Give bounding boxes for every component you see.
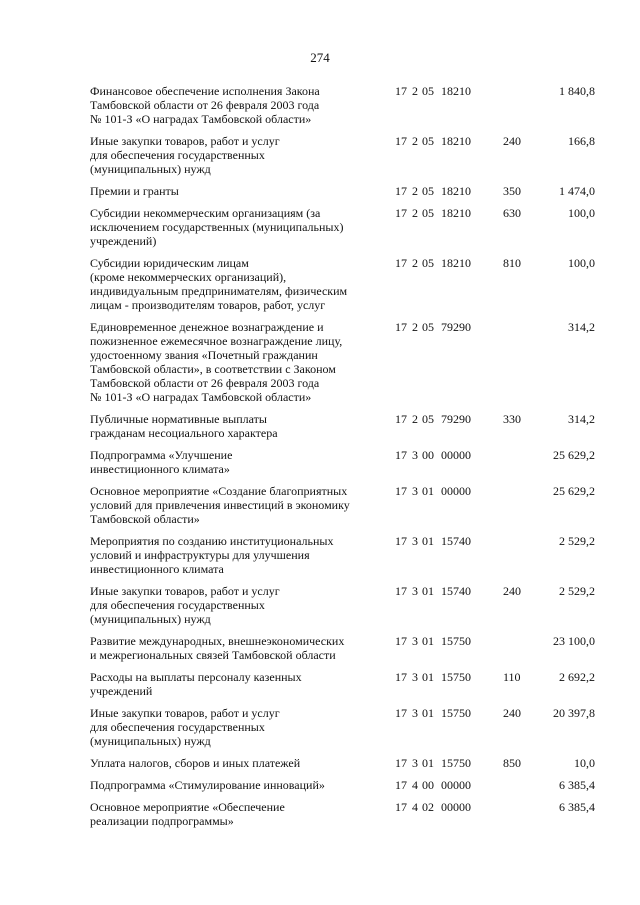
expense-type-code: [503, 534, 541, 584]
expense-name: [90, 756, 395, 778]
code-direction: 15750: [441, 634, 471, 648]
amount: 1 474,0: [559, 184, 595, 198]
expense-name-line: Иные закупки товаров, работ и услуг: [90, 706, 280, 720]
budget-code: [395, 412, 503, 448]
code-direction: 00000: [441, 778, 471, 792]
amount: 100,0: [568, 206, 595, 220]
expense-name-line: Мероприятия по созданию институциональных: [90, 534, 334, 548]
expense-name: [90, 184, 395, 206]
expense-name: [90, 320, 395, 412]
expense-name-line: (муниципальных) нужд: [90, 734, 211, 748]
expense-name-line: Расходы на выплаты персоналу казенных: [90, 670, 302, 684]
budget-code: [395, 84, 503, 134]
expense-name-line: (муниципальных) нужд: [90, 162, 211, 176]
expense-name: [90, 800, 395, 836]
expense-name-line: № 101-З «О наградах Тамбовской области»: [90, 112, 312, 126]
expense-name-line: условий и инфраструктуры для улучшения: [90, 548, 310, 562]
budget-code: [395, 800, 503, 836]
expense-name-line: Единовременное денежное вознаграждение и: [90, 320, 324, 334]
budget-code: [395, 256, 503, 320]
expense-name: [90, 256, 395, 320]
expense-name-line: для обеспечения государственных: [90, 598, 265, 612]
expense-type-code: [503, 800, 541, 836]
table-row: [90, 484, 595, 534]
code-direction: 18210: [441, 134, 471, 148]
budget-code: [395, 534, 503, 584]
code-main-activity: 05: [422, 206, 434, 220]
expense-name: [90, 778, 395, 800]
expense-name-line: реализации подпрограммы»: [90, 814, 234, 828]
amount: 2 529,2: [559, 534, 595, 548]
expense-name-line: Иные закупки товаров, работ и услуг: [90, 134, 280, 148]
expense-name-line: удостоенному звания «Почетный гражданин: [90, 348, 318, 362]
code-main-activity: 05: [422, 256, 434, 270]
budget-code: [395, 584, 503, 634]
expense-name-line: (кроме некоммерческих организаций),: [90, 270, 287, 284]
budget-code: [395, 706, 503, 756]
expense-name-line: учреждений): [90, 234, 157, 248]
expense-name-line: Основное мероприятие «Обеспечение: [90, 800, 285, 814]
code-subprogram: 3: [412, 584, 418, 598]
amount: 314,2: [568, 320, 595, 334]
table-row: [90, 534, 595, 584]
table-row: [90, 320, 595, 412]
expense-name-line: лицам - производителям товаров, работ, услуг: [90, 298, 326, 312]
code-program: 17: [395, 800, 407, 814]
table-row: [90, 706, 595, 756]
expense-name-line: и межрегиональных связей Тамбовской области: [90, 648, 336, 662]
expense-name-line: Субсидии юридическим лицам: [90, 256, 249, 270]
code-subprogram: 3: [412, 634, 418, 648]
amount: 25 629,2: [553, 448, 595, 462]
table-row: [90, 584, 595, 634]
code-main-activity: 01: [422, 584, 434, 598]
expense-name: [90, 484, 395, 534]
amount: 6 385,4: [559, 778, 595, 792]
amount: 100,0: [568, 256, 595, 270]
expense-name-line: Уплата налогов, сборов и иных платежей: [90, 756, 301, 770]
expense-type-code: [503, 84, 541, 134]
code-subprogram: 4: [412, 800, 418, 814]
budget-code: [395, 184, 503, 206]
expense-name-line: Публичные нормативные выплаты: [90, 412, 267, 426]
amount: 1 840,8: [559, 84, 595, 98]
code-program: 17: [395, 778, 407, 792]
amount: 166,8: [568, 134, 595, 148]
code-program: 17: [395, 756, 407, 770]
budget-code: [395, 206, 503, 256]
expense-name-line: (муниципальных) нужд: [90, 612, 211, 626]
amount: 23 100,0: [553, 634, 595, 648]
expense-name-line: индивидуальным предпринимателям, физическим: [90, 284, 348, 298]
budget-code: [395, 448, 503, 484]
code-direction: 15750: [441, 706, 471, 720]
expense-type-code: 350: [503, 184, 521, 198]
expense-name-line: гражданам несоциального характера: [90, 426, 278, 440]
expense-type-code: 630: [503, 206, 521, 220]
code-program: 17: [395, 206, 407, 220]
code-direction: 00000: [441, 484, 471, 498]
code-direction: 18210: [441, 206, 471, 220]
code-main-activity: 05: [422, 412, 434, 426]
amount: 2 529,2: [559, 584, 595, 598]
code-main-activity: 01: [422, 634, 434, 648]
amount: 10,0: [574, 756, 595, 770]
code-main-activity: 05: [422, 184, 434, 198]
code-program: 17: [395, 670, 407, 684]
budget-code: [395, 634, 503, 670]
expense-name-line: Тамбовской области от 26 февраля 2003 года: [90, 376, 320, 390]
expense-type-code: [503, 484, 541, 534]
code-main-activity: 05: [422, 320, 434, 334]
code-subprogram: 2: [412, 184, 418, 198]
code-direction: 15740: [441, 534, 471, 548]
code-direction: 15740: [441, 584, 471, 598]
code-main-activity: 01: [422, 756, 434, 770]
expense-name: [90, 412, 395, 448]
expense-name-line: Премии и гранты: [90, 184, 179, 198]
budget-table: [90, 84, 595, 836]
code-direction: 00000: [441, 800, 471, 814]
table-row: [90, 670, 595, 706]
code-subprogram: 4: [412, 778, 418, 792]
amount: 25 629,2: [553, 484, 595, 498]
expense-name: [90, 706, 395, 756]
code-program: 17: [395, 634, 407, 648]
budget-code: [395, 484, 503, 534]
expense-name: [90, 84, 395, 134]
budget-code: [395, 670, 503, 706]
table-row: [90, 256, 595, 320]
expense-name-line: Субсидии некоммерческим организациям (за: [90, 206, 321, 220]
code-subprogram: 3: [412, 484, 418, 498]
code-subprogram: 3: [412, 534, 418, 548]
expense-name-line: пожизненное ежемесячное вознаграждение лицу,: [90, 334, 343, 348]
expense-name-line: № 101-З «О наградах Тамбовской области»: [90, 390, 312, 404]
code-subprogram: 3: [412, 706, 418, 720]
table-row: [90, 412, 595, 448]
expense-name-line: инвестиционного климата»: [90, 462, 230, 476]
table-row: [90, 756, 595, 778]
expense-name: [90, 634, 395, 670]
page-number: 274: [310, 50, 330, 65]
expense-name-line: Иные закупки товаров, работ и услуг: [90, 584, 280, 598]
expense-name-line: Тамбовской области от 26 февраля 2003 года: [90, 98, 320, 112]
code-direction: 15750: [441, 756, 471, 770]
code-subprogram: 3: [412, 448, 418, 462]
code-subprogram: 3: [412, 670, 418, 684]
table-row: [90, 778, 595, 800]
code-direction: 00000: [441, 448, 471, 462]
table-row: [90, 448, 595, 484]
table-row: [90, 634, 595, 670]
expense-type-code: 850: [503, 756, 521, 770]
code-direction: 18210: [441, 84, 471, 98]
code-program: 17: [395, 320, 407, 334]
expense-name-line: исключением государственных (муниципальных): [90, 220, 344, 234]
code-program: 17: [395, 448, 407, 462]
expense-name: [90, 534, 395, 584]
code-subprogram: 2: [412, 206, 418, 220]
table-row: [90, 800, 595, 836]
budget-code: [395, 320, 503, 412]
code-direction: 18210: [441, 184, 471, 198]
code-program: 17: [395, 484, 407, 498]
code-main-activity: 00: [422, 778, 434, 792]
code-subprogram: 2: [412, 84, 418, 98]
expense-name-line: учреждений: [90, 684, 153, 698]
expense-type-code: [503, 448, 541, 484]
table-row: [90, 134, 595, 184]
code-program: 17: [395, 534, 407, 548]
budget-code: [395, 778, 503, 800]
code-main-activity: 01: [422, 706, 434, 720]
expense-type-code: 330: [503, 412, 521, 426]
expense-name-line: Тамбовской области», в соответствии с Законом: [90, 362, 336, 376]
expense-type-code: [503, 778, 541, 800]
expense-name: [90, 584, 395, 634]
code-subprogram: 2: [412, 256, 418, 270]
expense-name-line: Финансовое обеспечение исполнения Закона: [90, 84, 320, 98]
expense-name-line: для обеспечения государственных: [90, 148, 265, 162]
code-program: 17: [395, 84, 407, 98]
budget-code: [395, 756, 503, 778]
code-main-activity: 01: [422, 670, 434, 684]
code-program: 17: [395, 134, 407, 148]
code-main-activity: 01: [422, 484, 434, 498]
code-main-activity: 02: [422, 800, 434, 814]
table-row: [90, 206, 595, 256]
code-program: 17: [395, 412, 407, 426]
expense-name: [90, 206, 395, 256]
expense-name: [90, 670, 395, 706]
expense-type-code: 240: [503, 584, 521, 598]
expense-name: [90, 448, 395, 484]
amount: 2 692,2: [559, 670, 595, 684]
code-direction: 15750: [441, 670, 471, 684]
table-row: [90, 84, 595, 134]
expense-name-line: Развитие международных, внешнеэкономических: [90, 634, 345, 648]
code-subprogram: 2: [412, 134, 418, 148]
expense-name-line: для обеспечения государственных: [90, 720, 265, 734]
code-program: 17: [395, 706, 407, 720]
code-program: 17: [395, 184, 407, 198]
table-row: [90, 184, 595, 206]
code-subprogram: 3: [412, 756, 418, 770]
code-direction: 18210: [441, 256, 471, 270]
amount: 20 397,8: [553, 706, 595, 720]
budget-table-body: [90, 84, 595, 836]
expense-name-line: условий для привлечения инвестиций в экономику: [90, 498, 350, 512]
expense-type-code: 240: [503, 134, 521, 148]
code-main-activity: 05: [422, 84, 434, 98]
code-main-activity: 01: [422, 534, 434, 548]
expense-type-code: 110: [503, 670, 521, 684]
code-main-activity: 00: [422, 448, 434, 462]
code-program: 17: [395, 584, 407, 598]
expense-type-code: 240: [503, 706, 521, 720]
code-main-activity: 05: [422, 134, 434, 148]
expense-name-line: Тамбовской области»: [90, 512, 200, 526]
amount: 6 385,4: [559, 800, 595, 814]
expense-name-line: Подпрограмма «Стимулирование инноваций»: [90, 778, 325, 792]
expense-name-line: инвестиционного климата: [90, 562, 224, 576]
expense-type-code: [503, 634, 541, 670]
budget-code: [395, 134, 503, 184]
expense-type-code: 810: [503, 256, 521, 270]
expense-name-line: Подпрограмма «Улучшение: [90, 448, 233, 462]
code-direction: 79290: [441, 320, 471, 334]
expense-name: [90, 134, 395, 184]
code-program: 17: [395, 256, 407, 270]
expense-name-line: Основное мероприятие «Создание благоприятных: [90, 484, 348, 498]
code-subprogram: 2: [412, 412, 418, 426]
code-direction: 79290: [441, 412, 471, 426]
code-subprogram: 2: [412, 320, 418, 334]
amount: 314,2: [568, 412, 595, 426]
expense-type-code: [503, 320, 541, 412]
